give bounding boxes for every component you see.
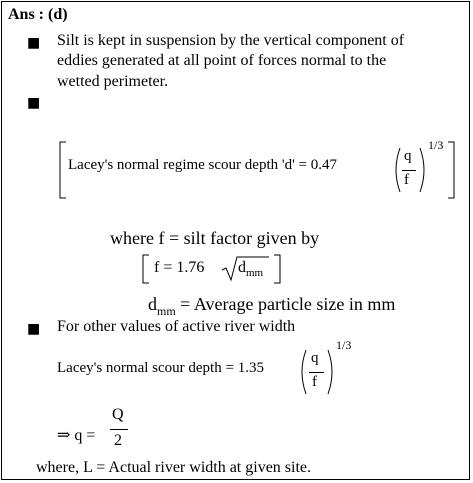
bullet-1-line-1: Silt is kept in suspension by the vertical component of [57,32,405,49]
formula-3-numerator: q [311,350,319,366]
formula-1-fraction-group [392,138,444,198]
formula-4-lhs: ⇒ q = [57,427,96,444]
where-f-line: where f = silt factor given by [110,228,320,248]
where-L-line: where, L = Actual river width at given site. [36,459,312,476]
bullet-1-line-3: wetted perimeter. [57,73,169,90]
bullet-1-icon: ■ [27,35,41,51]
formula-4-fraction-bar [110,429,128,430]
formula-3-denominator: f [312,374,317,390]
formula-1-numerator: q [404,148,412,164]
formula-4-numerator: Q [112,406,124,423]
formula-3-exponent: 1/3 [336,338,352,352]
formula-4-denominator: 2 [114,432,122,449]
dmm-definition: $d_{mm}$ = Average particle size in mm [148,294,396,318]
formula-2-box [142,254,282,284]
bullet-3-icon: ■ [27,321,41,337]
answer-heading: Ans : (d) [8,6,68,23]
bullet-2-icon: ■ [27,95,41,111]
formula-2-lhs: f = 1.76 [154,259,205,276]
formula-4-fraction [108,406,132,456]
bullet-1-line-2: eddies generated at all point of forces normal to the [57,52,387,69]
formula-1-denominator: f [404,172,409,188]
formula-3-fraction-group [296,338,352,400]
bullet-3-text: For other values of active river width [57,318,296,335]
formula-3-lhs: Lacey's normal scour depth = 1.35 [57,360,264,376]
formula-1-exponent: 1/3 [428,138,444,152]
formula-1-lhs: Lacey's normal regime scour depth 'd' = 0.47 [68,157,337,173]
formula-1-box [58,140,456,200]
formula-2-radicand: $d_{mm}$ [238,259,264,279]
formula-1-fraction-bar [402,170,416,171]
formula-3-fraction-bar [309,372,324,373]
